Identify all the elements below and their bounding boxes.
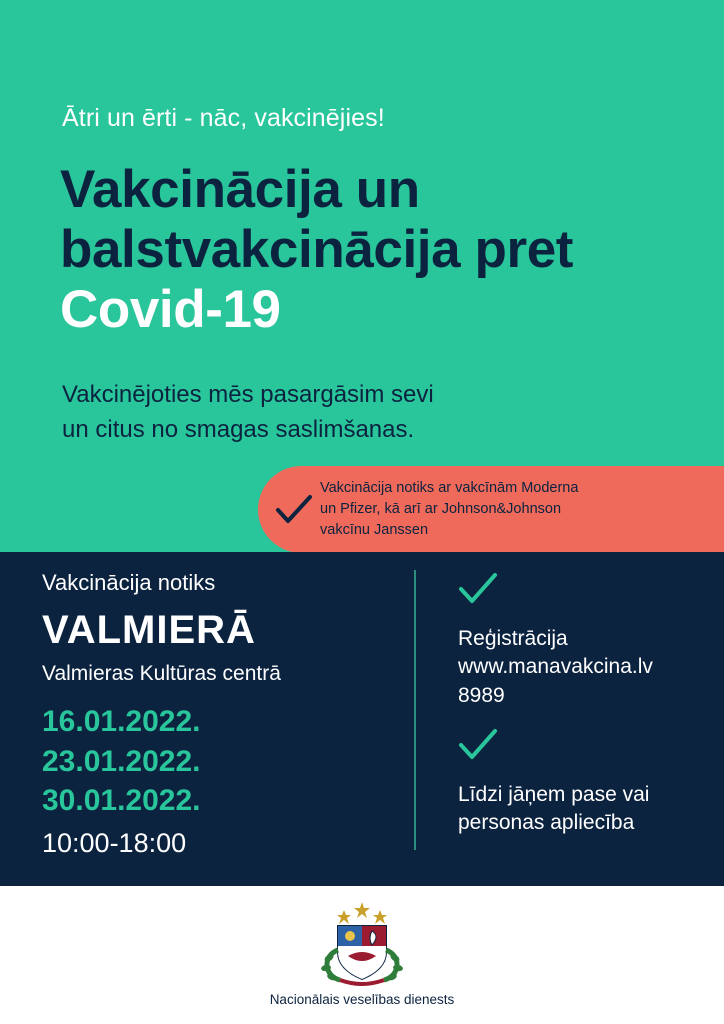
vertical-divider bbox=[414, 570, 416, 850]
date-list bbox=[42, 702, 200, 821]
subtext-line-1: Vakcinējoties mēs pasargāsim sevi bbox=[62, 381, 434, 408]
vaccine-types-banner bbox=[258, 466, 724, 553]
list-item: 23.01.2022. bbox=[42, 744, 201, 778]
banner-line-1: Vakcinācija notiks ar vakcīnām Moderna bbox=[320, 479, 579, 496]
city-name: VALMIERĀ bbox=[42, 608, 256, 652]
list-item: 30.01.2022. bbox=[42, 784, 201, 818]
check-icon bbox=[458, 593, 498, 610]
headline-line-2: balstvakcinācija pret bbox=[60, 219, 574, 279]
registration-label: Reģistrācija bbox=[458, 627, 568, 650]
latvia-coat-of-arms-icon bbox=[316, 900, 408, 991]
subtext-line-2: un citus no smagas saslimšanas. bbox=[62, 415, 415, 443]
page-title bbox=[60, 160, 680, 340]
check-icon bbox=[458, 749, 498, 766]
poster-kicker: Ātri un ērti - nāc, vakcinējies! bbox=[62, 104, 385, 132]
headline-line-1: Vakcinācija un bbox=[60, 160, 420, 219]
documents-block bbox=[458, 728, 649, 838]
vaccine-types-text bbox=[320, 478, 598, 541]
list-item: 16.01.2022. bbox=[42, 705, 201, 738]
registration-website[interactable]: www.manavakcina.lv bbox=[458, 655, 653, 679]
where-label: Vakcinācija notiks bbox=[42, 570, 216, 595]
headline-line-3: Covid-19 bbox=[60, 279, 281, 339]
venue-name: Valmieras Kultūras centrā bbox=[42, 662, 281, 685]
banner-line-2: un Pfizer, kā arī ar Johnson&Johnson bbox=[320, 500, 562, 517]
registration-phone: 8989 bbox=[458, 683, 505, 707]
organization-name: Nacionālais veselības dienests bbox=[269, 992, 455, 1007]
check-icon bbox=[258, 494, 320, 526]
documents-line-1: Līdzi jāņem pase vai bbox=[458, 783, 650, 806]
documents-text bbox=[458, 781, 649, 838]
documents-line-2: personas apliecība bbox=[458, 811, 635, 835]
registration-block bbox=[458, 572, 653, 710]
registration-text bbox=[458, 625, 653, 710]
footer bbox=[0, 886, 724, 1024]
banner-line-3: vakcīnu Janssen bbox=[320, 522, 429, 538]
poster-subtext bbox=[62, 378, 662, 448]
opening-hours: 10:00-18:00 bbox=[42, 828, 187, 858]
